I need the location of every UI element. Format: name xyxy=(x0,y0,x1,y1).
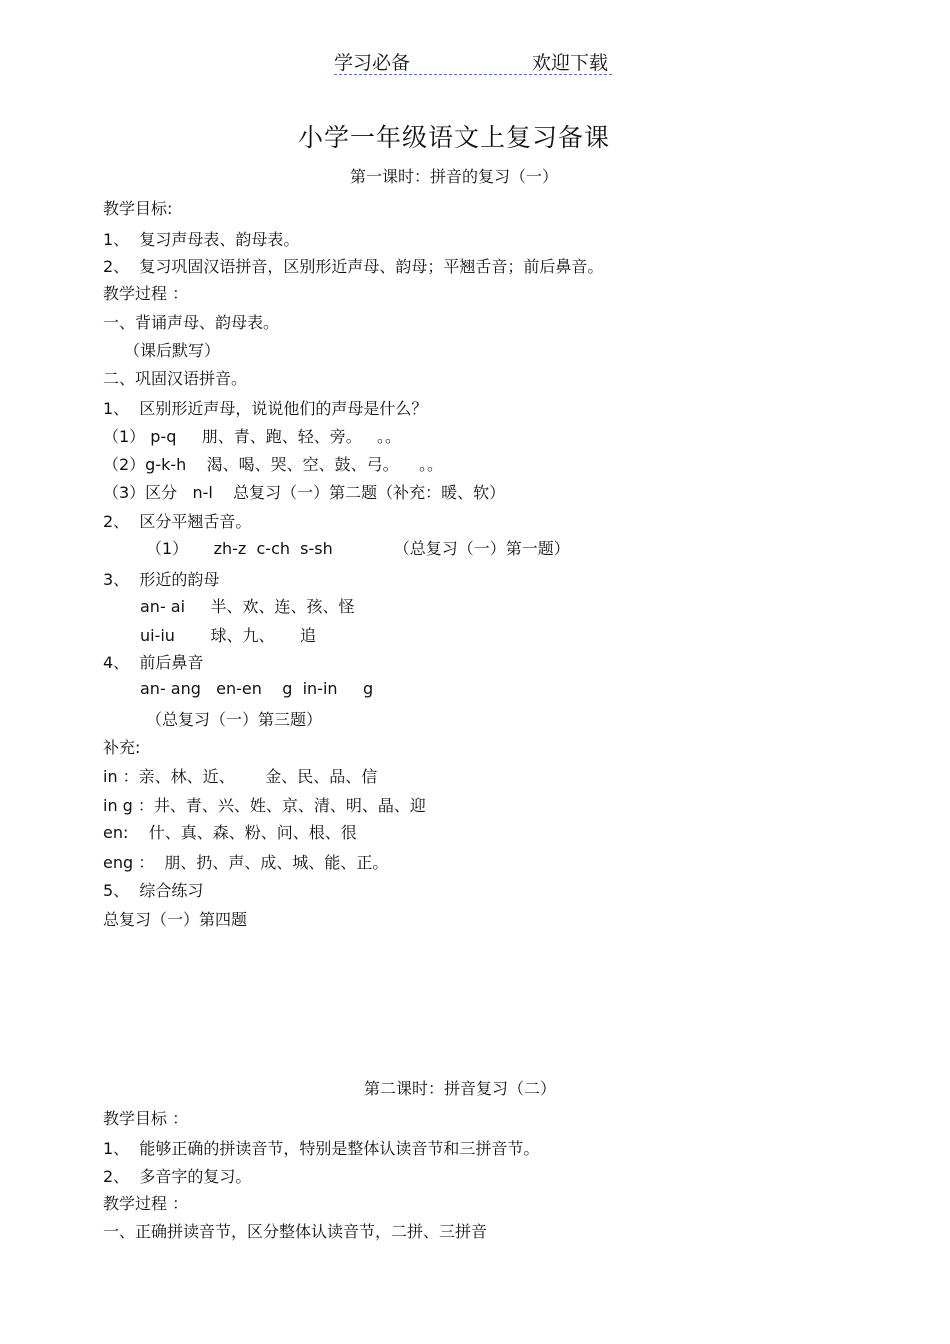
page-header xyxy=(334,44,612,75)
lesson2-heading: 第二课时：拼音复习（二） xyxy=(363,1079,556,1098)
document-title: 小学一年级语文上复习备课 xyxy=(297,123,610,152)
lesson2-line: 一、正确拼读音节，区分整体认读音节，二拼、三拼音 xyxy=(103,1222,488,1241)
lesson1-line: en: 什、真、森、粉、问、根、很 xyxy=(103,823,357,842)
header-right-text: 欢迎下载 xyxy=(531,52,608,74)
lesson2-line: 教学目标 ： xyxy=(103,1109,189,1128)
lesson1-line: 教学过程 ： xyxy=(103,284,189,303)
lesson1-line: 1、 复习声母表、韵母表。 xyxy=(103,230,300,249)
lesson1-line: 5、 综合练习 xyxy=(103,881,204,900)
lesson1-line: 4、 前后鼻音 xyxy=(103,653,204,672)
lesson1-line: （总复习（一）第三题） xyxy=(146,710,323,729)
lesson1-line: 一、背诵声母、韵母表。 xyxy=(103,313,280,332)
lesson1-line: （课后默写） xyxy=(124,341,221,360)
lesson1-line: （1） zh-z c-ch s-sh （总复习（一）第一题） xyxy=(146,539,570,558)
lesson1-line: （2）g-k-h 渴、喝、哭、空、鼓、弓。 。。 xyxy=(103,455,443,474)
lesson1-heading: 第一课时：拼音的复习（一） xyxy=(349,167,558,186)
lesson1-line: 补充: xyxy=(103,738,141,757)
lesson1-line: in g ：井、青、兴、姓、京、清、明、晶、迎 xyxy=(103,796,426,815)
lesson1-line: （1） p-q 朋、青、跑、轻、旁。 。。 xyxy=(103,427,402,446)
lesson1-line: an- ai 半、欢、连、孩、怪 xyxy=(140,597,355,616)
lesson1-line: an- ang en-en g in-in g xyxy=(140,679,374,698)
header-left-text: 学习必备 xyxy=(334,52,411,74)
lesson1-line: 2、 区分平翘舌音。 xyxy=(103,512,252,531)
lesson1-line: 2、 复习巩固汉语拼音，区别形近声母、韵母；平翘舌音；前后鼻音。 xyxy=(103,257,604,276)
lesson1-line: 教学目标: xyxy=(103,199,173,218)
lesson2-line: 教学过程 ： xyxy=(103,1194,189,1213)
lesson1-line: 3、 形近的韵母 xyxy=(103,570,220,589)
lesson1-line: 二、巩固汉语拼音。 xyxy=(103,369,248,388)
lesson2-line: 1、 能够正确的拼读音节，特别是整体认读音节和三拼音节。 xyxy=(103,1139,540,1158)
lesson1-line: eng ： 朋、扔、声、成、城、能、正。 xyxy=(103,853,389,872)
lesson1-line: （3）区分 n-l 总复习（一）第二题（补充：暖、软） xyxy=(103,483,506,502)
lesson1-line: ui-iu 球、九、 追 xyxy=(140,626,316,645)
lesson2-line: 2、 多音字的复习。 xyxy=(103,1167,252,1186)
lesson1-line: in ：亲、林、近、 金、民、品、信 xyxy=(103,767,378,786)
lesson1-line: 总复习（一）第四题 xyxy=(103,910,248,929)
lesson1-line: 1、 区别形近声母，说说他们的声母是什么？ xyxy=(103,399,428,418)
